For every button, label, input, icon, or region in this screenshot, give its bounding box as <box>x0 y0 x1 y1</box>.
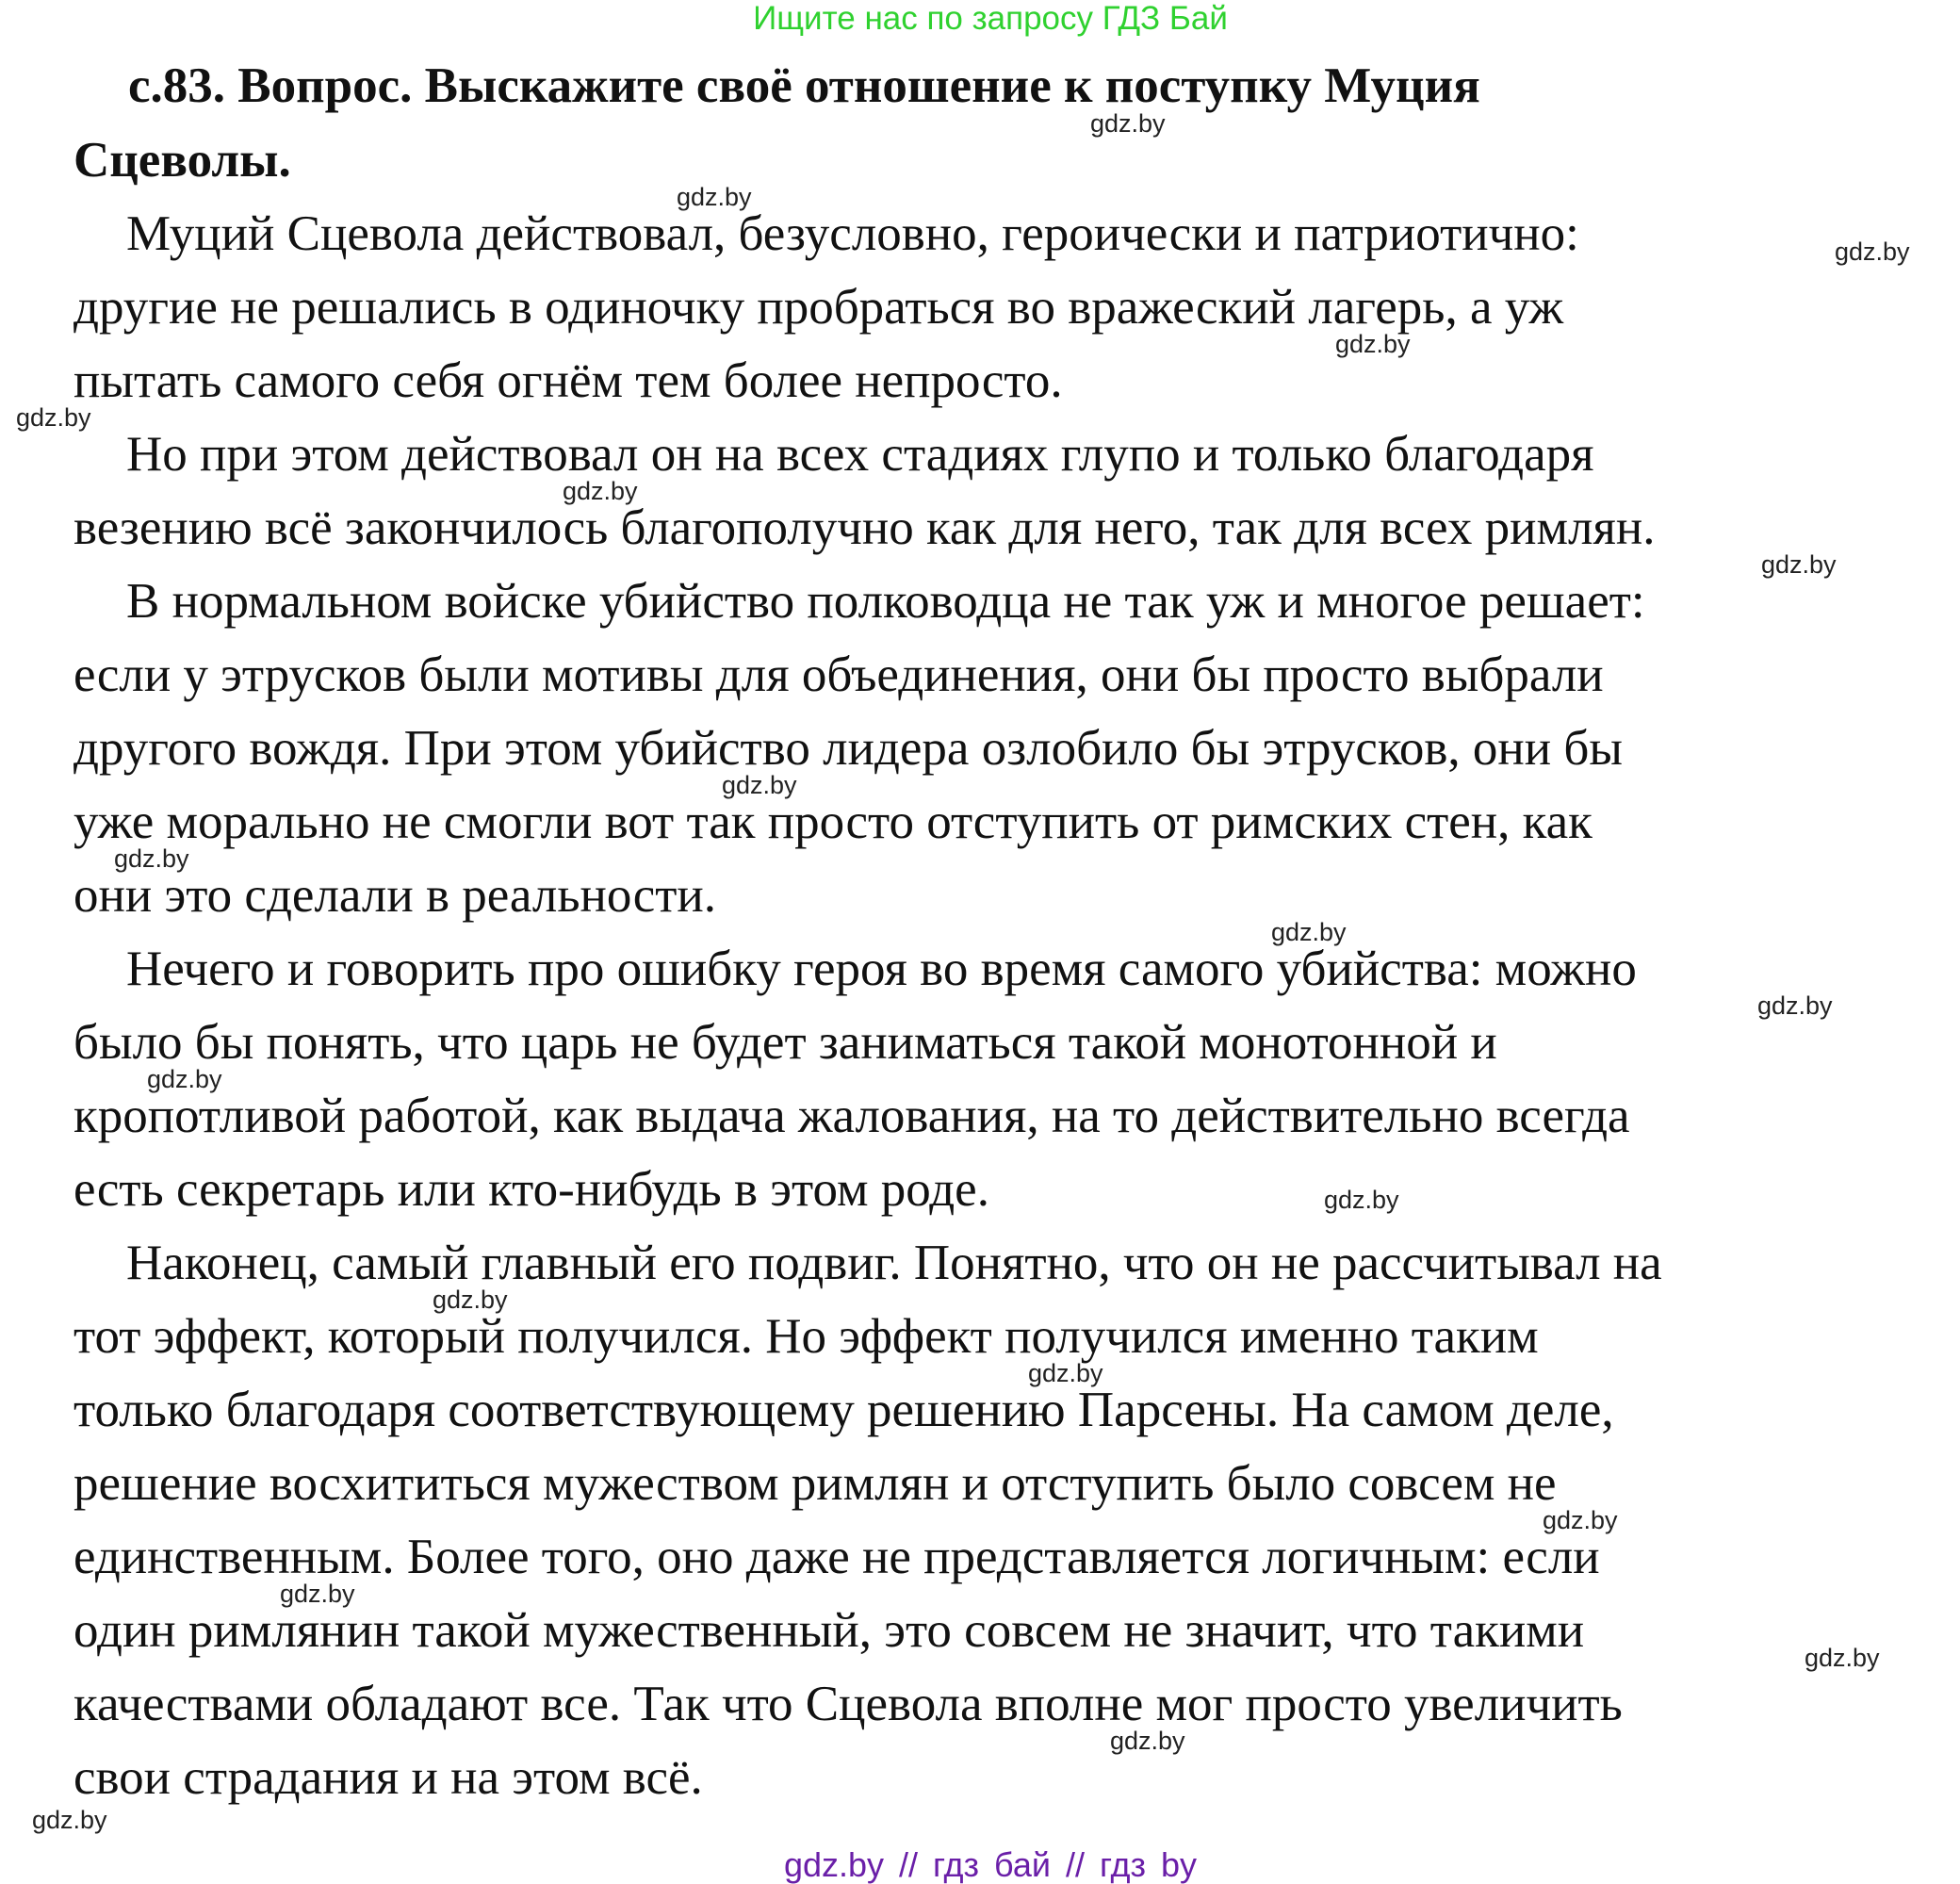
paragraph-line: один римлянин такой мужественный, это совсем не значит, что такими <box>74 1603 1585 1658</box>
paragraph-line: решение восхититься мужеством римлян и отступить было совсем не <box>74 1456 1557 1511</box>
paragraph-line: Но при этом действовал он на всех стадиях глупо и только благодаря <box>126 427 1594 482</box>
paragraph-line: единственным. Более того, оно даже не представляется логичным: если <box>74 1530 1600 1584</box>
watermark-label: gdz.by <box>1110 1727 1185 1755</box>
paragraph-line: только благодаря соответствующему решению Парсены. На самом деле, <box>74 1383 1614 1437</box>
watermark-label: gdz.by <box>280 1580 355 1608</box>
paragraph-line: другие не решались в одиночку пробраться во вражеский лагерь, а уж <box>74 280 1564 335</box>
paragraph-line: качествами обладают все. Так что Сцевола вполне мог просто увеличить <box>74 1677 1623 1731</box>
watermark-label: gdz.by <box>1324 1186 1399 1214</box>
paragraph-line: Муций Сцевола действовал, безусловно, героически и патриотично: <box>126 206 1579 261</box>
paragraph-line: было бы понять, что царь не будет заниматься такой монотонной и <box>74 1015 1497 1070</box>
watermark-label: gdz.by <box>1335 330 1411 358</box>
question-title-line: Сцеволы. <box>74 133 291 188</box>
watermark-label: gdz.by <box>677 183 752 211</box>
paragraph-line: пытать самого себя огнём тем более непросто. <box>74 353 1063 408</box>
paragraph-line: тот эффект, который получился. Но эффект получился именно таким <box>74 1309 1539 1364</box>
watermark-label: gdz.by <box>563 477 638 505</box>
watermark-label: gdz.by <box>1028 1359 1103 1387</box>
paragraph-line: кропотливой работой, как выдача жалования, на то действительно всегда <box>74 1089 1630 1143</box>
paragraph-line: уже морально не смогли вот так просто отступить от римских стен, как <box>74 795 1592 849</box>
paragraph-line: есть секретарь или кто-нибудь в этом роде. <box>74 1162 989 1217</box>
paragraph-line: Нечего и говорить про ошибку героя во время самого убийства: можно <box>126 942 1637 996</box>
watermark-label: gdz.by <box>32 1806 107 1834</box>
watermark-label: gdz.by <box>1757 991 1833 1020</box>
watermark-label: gdz.by <box>114 844 189 873</box>
watermark-label: gdz.by <box>1090 109 1166 138</box>
watermark-label: gdz.by <box>433 1286 508 1314</box>
paragraph-line: другого вождя. При этом убийство лидера озлобило бы этрусков, они бы <box>74 721 1623 776</box>
watermark-label: gdz.by <box>147 1065 222 1093</box>
watermark-label: gdz.by <box>1805 1644 1880 1672</box>
watermark-label: gdz.by <box>722 771 797 799</box>
paragraph-line: везению всё закончилось благополучно как для него, так для всех римлян. <box>74 500 1656 555</box>
watermark-label: gdz.by <box>1543 1506 1618 1534</box>
paragraph-line: если у этрусков были мотивы для объединения, они бы просто выбрали <box>74 647 1604 702</box>
watermark-label: gdz.by <box>1761 550 1837 579</box>
watermark-label: gdz.by <box>1271 918 1347 946</box>
header-banner: Ищите нас по запросу ГДЗ Бай <box>753 0 1228 37</box>
paragraph-line: они это сделали в реальности. <box>74 868 716 923</box>
paragraph-line: свои страдания и на этом всё. <box>74 1750 703 1805</box>
footer-banner[interactable]: gdz.by // гдз бай // гдз by <box>783 1845 1198 1884</box>
paragraph-line: В нормальном войске убийство полководца не так уж и многое решает: <box>126 574 1645 629</box>
watermark-label: gdz.by <box>16 403 91 432</box>
question-title-line: с.83. Вопрос. Выскажите своё отношение к поступку Муция <box>128 58 1480 113</box>
watermark-label: gdz.by <box>1835 238 1910 266</box>
paragraph-line: Наконец, самый главный его подвиг. Понятно, что он не рассчитывал на <box>126 1236 1662 1290</box>
